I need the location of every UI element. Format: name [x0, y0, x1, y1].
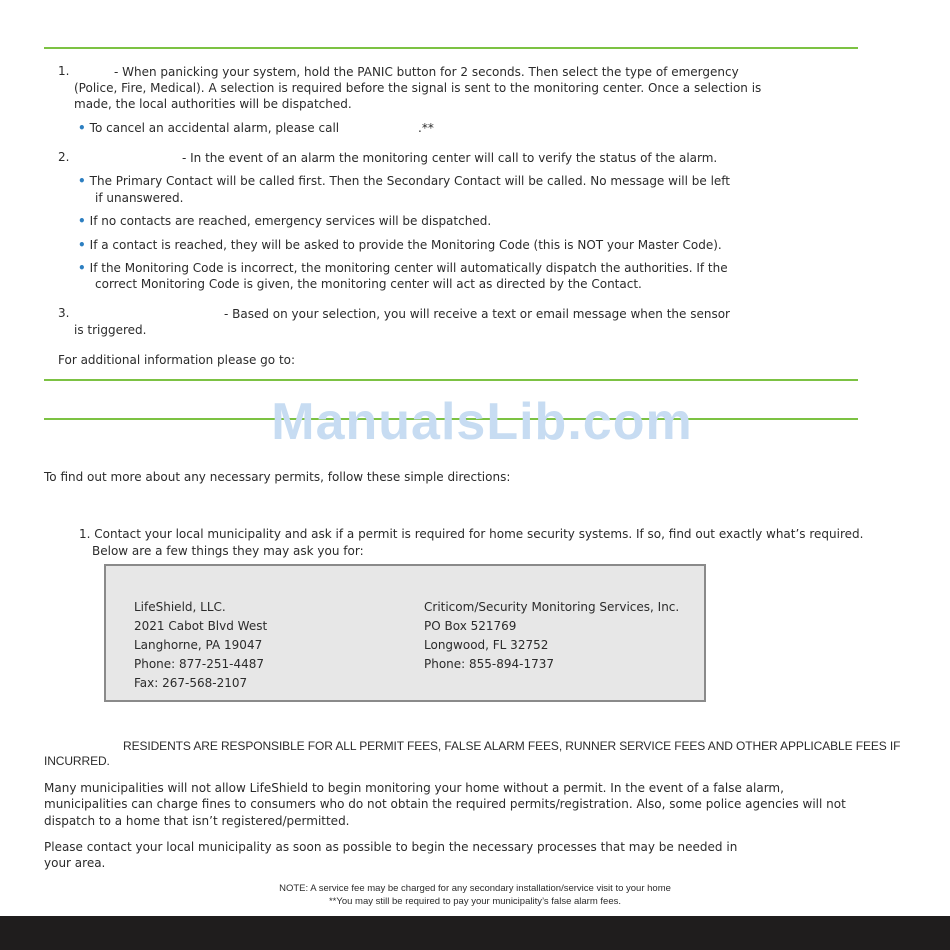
- address-line: Criticom/Security Monitoring Services, Inc.: [424, 600, 680, 614]
- note-line1: NOTE: A service fee may be charged for any secondary installation/service visit to your home: [279, 883, 671, 894]
- step1-line2: Below are a few things they may ask you for:: [92, 544, 364, 558]
- address-line: 2021 Cabot Blvd West: [134, 619, 268, 633]
- additional-info-text: For additional information please go to:: [58, 353, 296, 367]
- item2-bullet3: • If a contact is reached, they will be asked to provide the Monitoring Code (this is NOT your Master Code).: [78, 238, 722, 252]
- item1-line3: made, the local authorities will be dispatched.: [74, 97, 352, 111]
- bullet-dot: •: [78, 238, 86, 252]
- permits-intro: To find out more about any necessary permits, follow these simple directions:: [44, 470, 511, 484]
- item1-bullet1-tail: .**: [418, 121, 434, 135]
- para2-line1: Please contact your local municipality as soon as possible to begin the necessary processes that may be needed in: [44, 840, 738, 854]
- para1-line2: municipalities can charge fines to consumers who do not obtain the required permits/registration. Also, some police agencies will not: [44, 797, 846, 811]
- item2-bullet4-cont: correct Monitoring Code is given, the monitoring center will act as directed by the Contact.: [95, 277, 642, 291]
- bullet-dot: •: [78, 261, 86, 275]
- address-line: LifeShield, LLC.: [134, 600, 226, 614]
- para1-line3: dispatch to a home that isn’t registered/permitted.: [44, 814, 350, 828]
- item3-line2: is triggered.: [74, 323, 147, 337]
- divider-middle-1: [44, 379, 858, 381]
- address-criticom: [424, 598, 679, 674]
- address-line: Langhorne, PA 19047: [134, 638, 263, 652]
- address-line: Longwood, FL 32752: [424, 638, 549, 652]
- item-number-2: 2.: [58, 150, 70, 164]
- address-line: Phone: 877-251-4487: [134, 657, 265, 671]
- item-number-1: 1.: [58, 64, 70, 78]
- address-lifeshield: [134, 598, 267, 693]
- item1-bullet1: • To cancel an accidental alarm, please call: [78, 121, 340, 135]
- item2-line1: - In the event of an alarm the monitoring center will call to verify the status of the alarm.: [182, 151, 718, 165]
- item3-line1: - Based on your selection, you will receive a text or email message when the sensor: [224, 307, 730, 321]
- fees-line1: RESIDENTS ARE RESPONSIBLE FOR ALL PERMIT FEES, FALSE ALARM FEES, RUNNER SERVICE FEES AND OTHER APPLICABLE FEES IF: [123, 739, 901, 753]
- item2-bullet4: • If the Monitoring Code is incorrect, the monitoring center will automatically dispatch the authorities. If the: [78, 261, 728, 275]
- address-line: PO Box 521769: [424, 619, 517, 633]
- bullet-dot: •: [78, 214, 86, 228]
- address-line: Phone: 855-894-1737: [424, 657, 555, 671]
- footer-bar: [0, 916, 950, 950]
- bullet-dot: •: [78, 174, 86, 188]
- watermark: ManualsLib.com: [271, 393, 693, 451]
- fees-line2: INCURRED.: [44, 754, 110, 768]
- bullet-dot: •: [78, 121, 86, 135]
- item2-bullet1: • The Primary Contact will be called first. Then the Secondary Contact will be called. No message will be left: [78, 174, 731, 188]
- para2-line2: your area.: [44, 856, 106, 870]
- divider-top: [44, 47, 858, 49]
- address-box: [104, 564, 706, 702]
- item2-bullet2: • If no contacts are reached, emergency services will be dispatched.: [78, 214, 492, 228]
- item2-bullet1-cont: if unanswered.: [95, 191, 184, 205]
- item-number-3: 3.: [58, 306, 70, 320]
- step1-line1: 1. Contact your local municipality and ask if a permit is required for home security systems. If so, find out exactly what’s required.: [79, 527, 864, 541]
- item1-line2: (Police, Fire, Medical). A selection is required before the signal is sent to the monitoring center. Once a selection is: [74, 81, 762, 95]
- para1-line1: Many municipalities will not allow LifeShield to begin monitoring your home without a permit. In the event of a false alarm,: [44, 781, 784, 795]
- note-line2: **You may still be required to pay your municipality’s false alarm fees.: [328, 896, 621, 907]
- address-line: Fax: 267-568-2107: [134, 676, 248, 690]
- item1-line1: - When panicking your system, hold the PANIC button for 2 seconds. Then select the type of emergency: [114, 65, 739, 79]
